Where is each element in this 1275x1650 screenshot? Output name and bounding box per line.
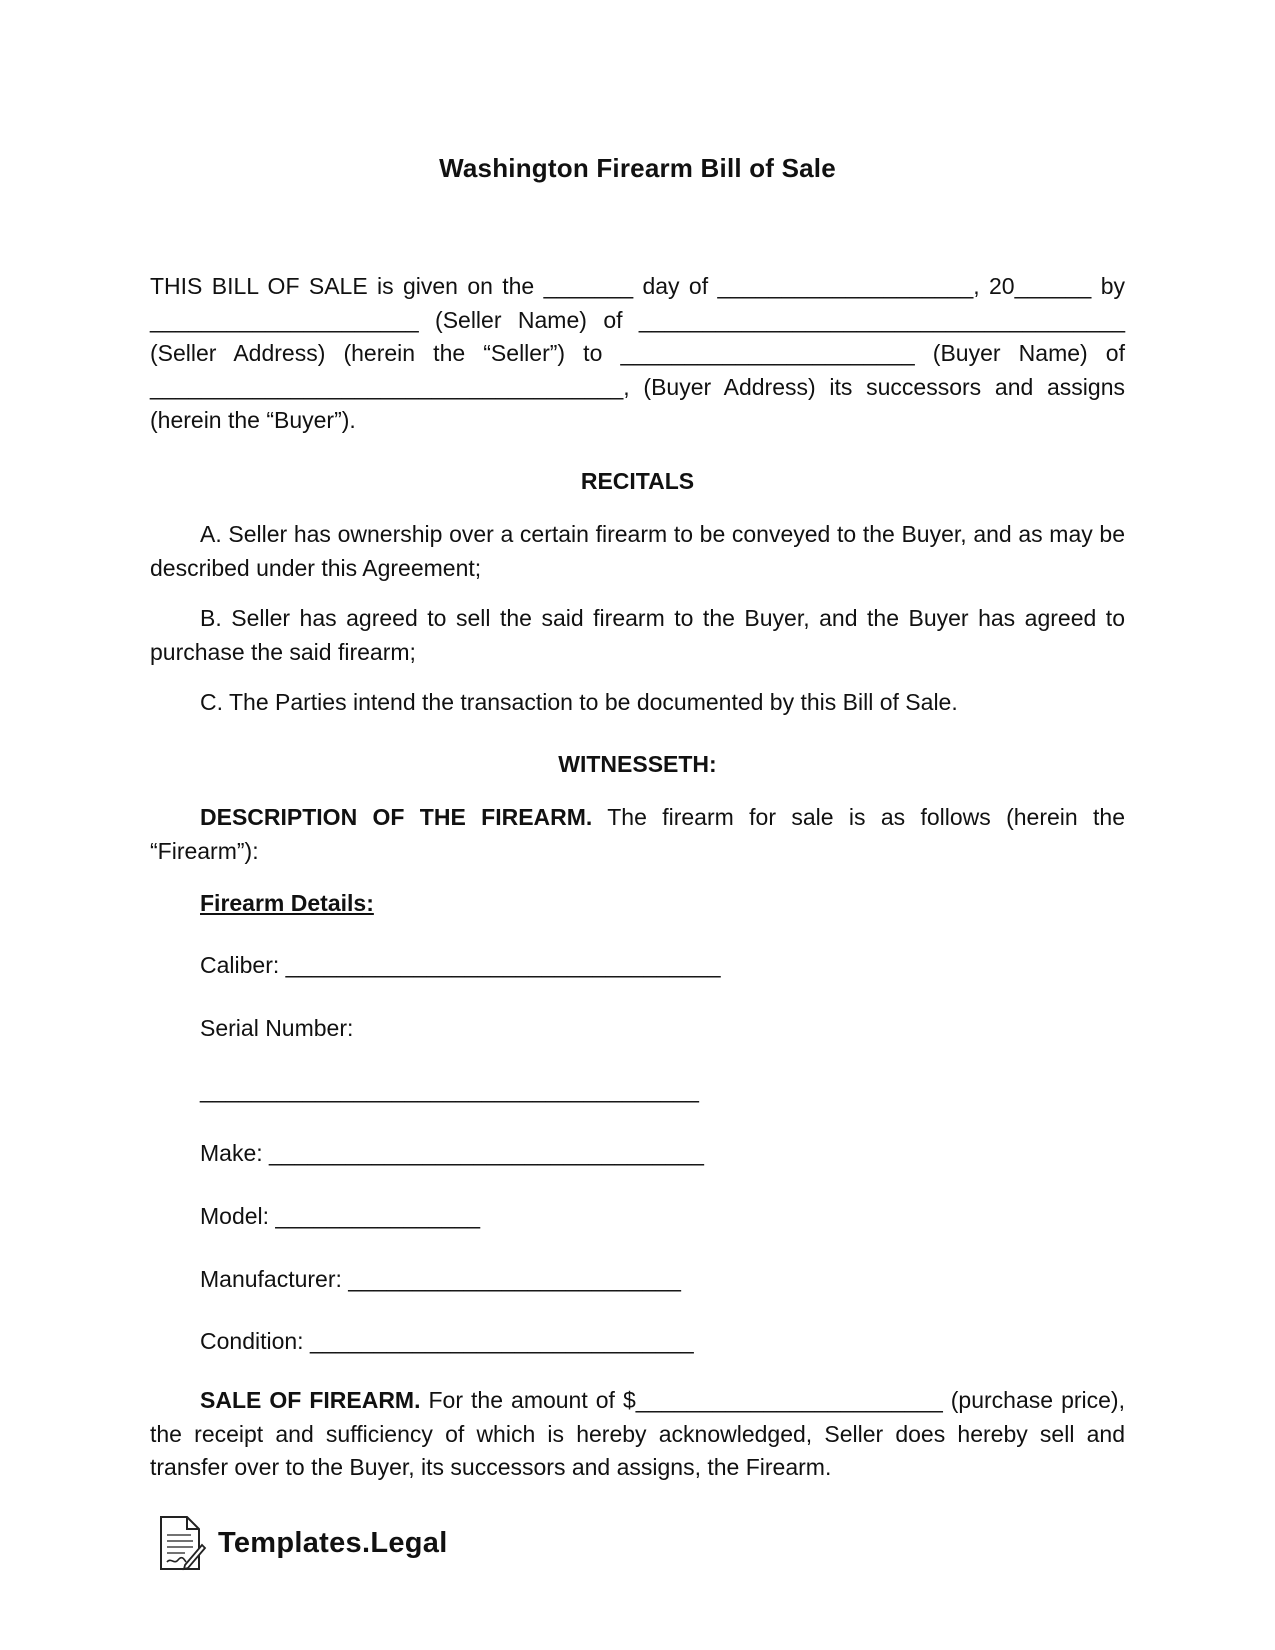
recitals-heading: RECITALS — [580, 468, 695, 494]
document-title: Washington Firearm Bill of Sale — [439, 153, 836, 183]
recital-b: B. Seller has agreed to sell the said firearm to the Buyer, and the Buyer has agreed to purchase the said firearm; — [150, 605, 1125, 665]
intro-paragraph: THIS BILL OF SALE is given on the _______ day of ____________________, 20______ by _____________________ (Seller Name) of ______________________________________ (Seller Address) (herein the “Seller”) to _______________________ (Buyer Name) of _____________________________________, (Buyer Address) its successors and assigns (herein the “Buyer”). — [150, 273, 1125, 433]
make-field[interactable]: Make: __________________________________ — [200, 1140, 704, 1166]
sale-lead: SALE OF FIREARM. — [200, 1387, 421, 1413]
sale-text: For the amount of $________________________ (purchase price), the receipt and sufficiency of which is hereby acknowledged, Seller does hereby sell and transfer over to the Buyer, its successors and assigns, the Firearm. — [150, 1387, 1125, 1480]
witnesseth-heading: WITNESSETH: — [558, 751, 717, 777]
sale-paragraph — [150, 1384, 1125, 1485]
description-paragraph — [150, 801, 1125, 868]
document-signature-icon — [155, 1515, 207, 1573]
manufacturer-field[interactable]: Manufacturer: __________________________ — [200, 1266, 681, 1292]
document-page — [150, 0, 1125, 1650]
recital-a: A. Seller has ownership over a certain firearm to be conveyed to the Buyer, and as may be described under this Agreement; — [150, 521, 1125, 581]
model-field[interactable]: Model: ________________ — [200, 1203, 481, 1229]
description-text: The firearm for sale is as follows (herein the “Firearm”): — [150, 804, 1126, 864]
condition-field[interactable]: Condition: ______________________________ — [200, 1328, 694, 1354]
firearm-details-label: Firearm Details: — [200, 890, 374, 916]
description-lead: DESCRIPTION OF THE FIREARM. — [200, 804, 593, 830]
caliber-field[interactable]: Caliber: __________________________________ — [200, 952, 721, 978]
recital-c: C. The Parties intend the transaction to be documented by this Bill of Sale. — [200, 689, 958, 715]
footer-brand: Templates.Legal — [218, 1527, 448, 1559]
footer-logo — [150, 1515, 550, 1575]
serial-number-field[interactable]: _______________________________________ — [200, 1077, 699, 1103]
serial-number-label: Serial Number: — [200, 1015, 354, 1041]
